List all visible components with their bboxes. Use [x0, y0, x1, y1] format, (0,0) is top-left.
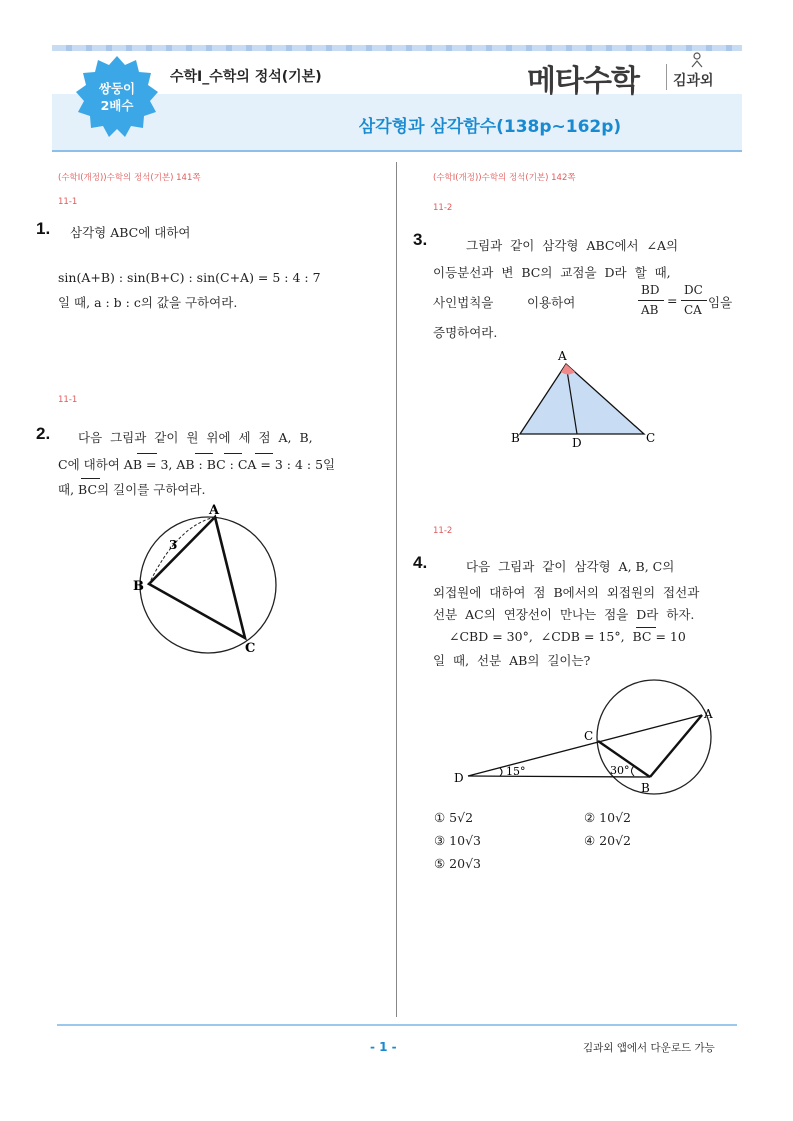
triangle-figure	[508, 345, 668, 450]
circle-figure	[125, 498, 295, 658]
question-text: 임을	[708, 295, 733, 310]
badge-line-2: 2배수	[100, 98, 134, 113]
fraction-bar	[681, 300, 707, 301]
problem-code: 11-1	[58, 197, 78, 207]
question-text: C에 대하여 AB = 3, AB : BC : CA = 3 : 4 : 5일	[58, 457, 336, 472]
question-text: 삼각형 ABC에 대하여	[70, 225, 191, 240]
question-text: 다음 그림과 같이 삼각형 A, B, C의	[466, 559, 675, 574]
angle-label: 15°	[506, 765, 526, 778]
column-divider	[396, 162, 397, 1017]
brand-logo: 메타수학	[527, 64, 639, 99]
badge-label	[76, 80, 158, 114]
tangent-figure	[448, 670, 720, 800]
question-number: 2.	[36, 424, 51, 443]
problem-code: 11-1	[58, 395, 78, 405]
angle-mark	[500, 768, 502, 776]
source-ref: (수학Ⅰ(개정))수학의 정석(기본) 142쪽	[433, 173, 576, 183]
fraction-denominator: AB	[641, 303, 659, 317]
question-text: 이용하여	[527, 295, 576, 310]
question-formula: ∠CBD = 30°, ∠CDB = 15°, BC = 10	[449, 629, 686, 644]
brand-separator	[666, 64, 667, 90]
arc-mark	[195, 453, 213, 454]
fraction-numerator: BD	[641, 283, 660, 297]
question-number: 3.	[413, 230, 428, 249]
circumcircle	[140, 517, 276, 653]
angle-mark	[632, 766, 635, 776]
problem-code: 11-2	[433, 526, 453, 536]
label-a: A	[209, 503, 220, 518]
badge-line-1: 쌍둥이	[98, 81, 136, 96]
label-c: C	[584, 729, 594, 743]
header-divider	[52, 150, 742, 152]
arc-mark	[255, 453, 273, 454]
angle-label: 30°	[610, 764, 630, 777]
arc-mark	[224, 453, 242, 454]
footer-divider	[57, 1024, 737, 1026]
fraction-numerator: DC	[684, 283, 703, 297]
brand-sub-logo: 김과외	[673, 73, 714, 89]
question-formula: sin(A+B) : sin(B+C) : sin(C+A) = 5 : 4 : 7	[58, 270, 321, 285]
choice-2[interactable]: ② 10√2	[584, 810, 632, 825]
question-text: 일 때, 선분 AB의 길이는?	[433, 653, 591, 668]
segment-ab	[650, 715, 702, 777]
question-number: 1.	[36, 219, 51, 238]
overline	[137, 453, 157, 454]
choice-1[interactable]: ① 5√2	[434, 810, 474, 825]
label-b: B	[641, 781, 650, 795]
subject-label: 수학Ⅰ_수학의 정석(기본)	[170, 69, 322, 85]
question-text: 그림과 같이 삼각형 ABC에서 ∠A의	[466, 238, 679, 253]
equals-sign: =	[667, 293, 678, 308]
label-d: D	[572, 436, 582, 450]
question-text: 증명하여라.	[433, 325, 498, 340]
label-b: B	[511, 431, 520, 445]
question-text: 때, BC의 길이를 구하여라.	[58, 482, 206, 497]
top-stripe	[52, 45, 742, 51]
fraction-denominator: CA	[684, 303, 702, 317]
label-b: B	[133, 579, 144, 594]
label-c: C	[646, 431, 656, 445]
label-c: C	[245, 641, 256, 656]
question-text: 외접원에 대하여 점 B에서의 외접원의 접선과	[433, 585, 700, 600]
question-text: 선분 AC의 연장선이 만나는 점을 D라 하자.	[433, 607, 695, 622]
overline	[636, 627, 656, 628]
choice-3[interactable]: ③ 10√3	[434, 833, 482, 848]
question-number: 4.	[413, 553, 428, 572]
choice-5[interactable]: ⑤ 20√3	[434, 856, 482, 871]
line-da	[468, 715, 702, 776]
question-text: 일 때, a : b : c의 값을 구하여라.	[58, 295, 238, 310]
problem-code: 11-2	[433, 203, 453, 213]
triangle	[149, 517, 245, 638]
footer-note: 김과외 앱에서 다운로드 가능	[583, 1042, 715, 1054]
source-ref: (수학Ⅰ(개정))수학의 정석(기본) 141쪽	[58, 173, 201, 183]
question-text: 사인법칙을	[433, 295, 494, 310]
person-icon	[690, 52, 704, 68]
question-text: 이등분선과 변 BC의 교점을 D라 할 때,	[433, 265, 671, 280]
choice-4[interactable]: ④ 20√2	[584, 833, 632, 848]
label-d: D	[454, 771, 464, 785]
triangle	[520, 364, 644, 434]
length-label: 3	[169, 538, 178, 552]
page-title: 삼각형과 삼각함수(138p~162p)	[358, 117, 622, 137]
fraction-bar	[638, 300, 664, 301]
overline	[81, 478, 100, 479]
label-a: A	[558, 349, 567, 363]
label-a: A	[704, 707, 713, 721]
page-number: - 1 -	[370, 1040, 397, 1054]
question-text: 다음 그림과 같이 원 위에 세 점 A, B,	[78, 430, 313, 445]
